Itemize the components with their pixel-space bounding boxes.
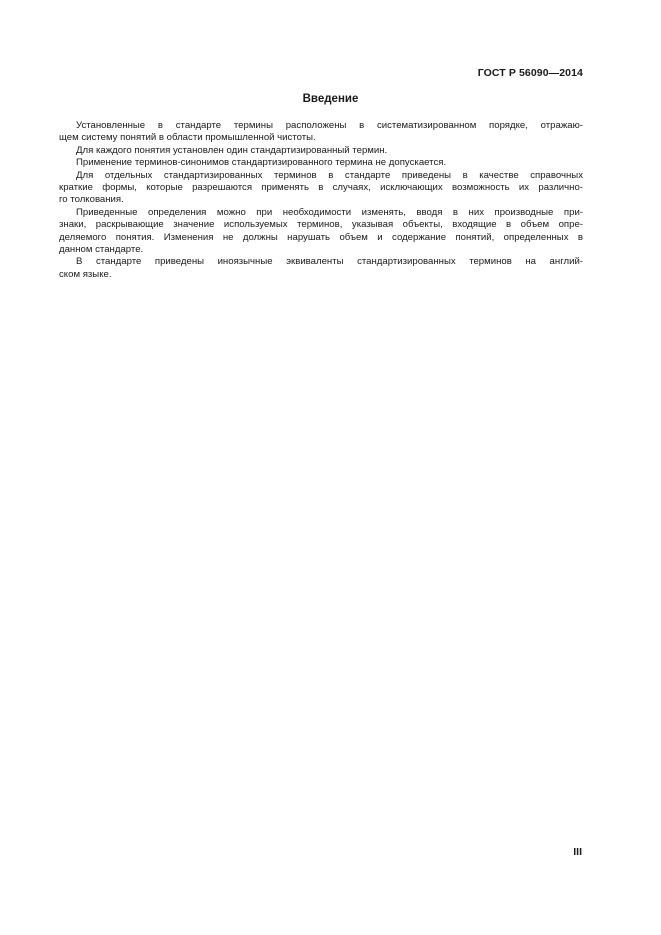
page-number: III: [573, 846, 582, 858]
paragraph: [59, 256, 583, 281]
section-title: Введение: [302, 93, 359, 105]
text-line: В стандарте приведены иноязычные эквиваленты стандартизированных терминов на англий-: [76, 256, 583, 268]
text-line: го толкования.: [59, 194, 124, 206]
document-header: ГОСТ Р 56090—2014: [477, 67, 583, 79]
text-line: Установленные в стандарте термины расположены в систематизированном порядке, отражаю-: [76, 120, 583, 131]
paragraph: [59, 170, 583, 207]
text-line: Применение терминов-синонимов стандартизированного термина не допускается.: [76, 157, 447, 169]
text-line: данном стандарте.: [59, 243, 144, 255]
paragraph: [59, 145, 583, 157]
text-line: ском языке.: [59, 268, 112, 280]
text-line: Для отдельных стандартизированных терминов в стандарте приведены в качестве справочных: [76, 169, 583, 181]
introduction-body: [59, 120, 583, 281]
text-line: щем систему понятий в области промышленной чистоты.: [59, 132, 316, 144]
paragraph: [59, 120, 583, 145]
paragraph: [59, 207, 583, 257]
text-line: краткие формы, которые разрешаются применять в случаях, исключающих возможность их различно-: [59, 181, 583, 193]
text-line: деляемого понятия. Изменения не должны нарушать объем и содержание понятий, определенных в: [59, 231, 583, 243]
text-line: Для каждого понятия установлен один стандартизированный термин.: [76, 144, 388, 156]
text-line: Приведенные определения можно при необходимости изменять, вводя в них производные при-: [76, 206, 583, 218]
paragraph: [59, 157, 583, 169]
text-line: знаки, раскрывающие значение используемых терминов, указывая объекты, входящие в объем опре-: [59, 219, 583, 231]
